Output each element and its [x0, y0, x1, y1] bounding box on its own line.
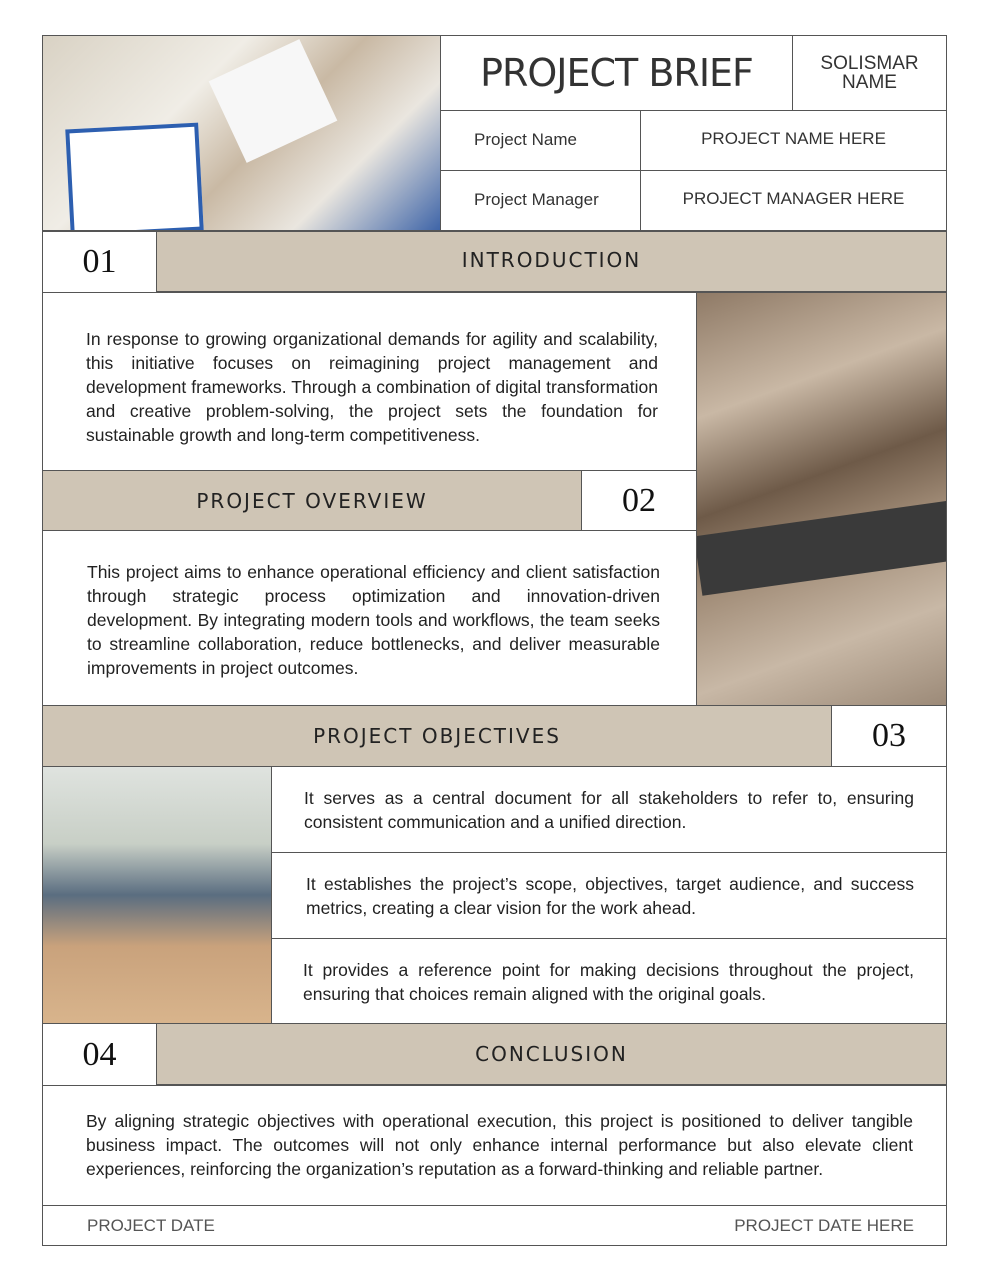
project-date-label: PROJECT DATE — [87, 1215, 215, 1235]
section-number-02: 02 — [581, 470, 697, 531]
project-manager-value[interactable]: PROJECT MANAGER HERE — [640, 170, 947, 231]
project-objectives-heading: PROJECT OBJECTIVES — [42, 705, 832, 767]
objective-item: It provides a reference point for making decisions throughout the project, ensuring that choices remain aligned with the original goals. — [271, 938, 947, 1024]
conclusion-text: By aligning strategic objectives with operational execution, this project is positioned to deliver tangible business impact. The outcomes will not only enhance internal performance but also elevate client experiences, reinforcing the organization’s reputation as a forward-thinking and reliable partner. — [42, 1085, 947, 1206]
project-date-value[interactable]: PROJECT DATE HERE — [734, 1215, 914, 1235]
notebook-writing-photo — [696, 292, 947, 706]
project-overview-heading: PROJECT OVERVIEW — [42, 470, 582, 531]
footer — [42, 1205, 947, 1246]
conclusion-heading: CONCLUSION — [156, 1023, 947, 1085]
project-overview-text: This project aims to enhance operational efficiency and client satisfaction through strategic process optimization and innovation-driven development. By integrating modern tools and workflows, the team seeks to streamline collaboration, reduce bottlenecks, and deliver measurable improvements in project outcomes. — [42, 530, 697, 706]
objective-item: It establishes the project’s scope, objectives, target audience, and success metrics, creating a clear vision for the work ahead. — [271, 852, 947, 939]
project-name-value[interactable]: PROJECT NAME HERE — [640, 110, 947, 171]
team-meeting-photo — [42, 766, 272, 1024]
project-name-label: Project Name — [440, 110, 641, 171]
document-title: PROJECT BRIEF — [440, 35, 793, 111]
section-number-03: 03 — [831, 705, 947, 767]
section-number-04: 04 — [42, 1023, 157, 1086]
team-paperwork-photo — [42, 35, 441, 231]
company-name: SOLISMAR NAME — [792, 35, 947, 111]
introduction-heading: INTRODUCTION — [156, 231, 947, 292]
objective-item: It serves as a central document for all stakeholders to refer to, ensuring consistent communication and a unified direction. — [271, 766, 947, 853]
section-number-01: 01 — [42, 231, 157, 293]
introduction-text: In response to growing organizational demands for agility and scalability, this initiative focuses on reimagining project management and development frameworks. Through a combination of digital transformation and creative problem-solving, the project sets the foundation for sustainable growth and long-term competitiveness. — [42, 292, 697, 471]
project-manager-label: Project Manager — [440, 170, 641, 231]
